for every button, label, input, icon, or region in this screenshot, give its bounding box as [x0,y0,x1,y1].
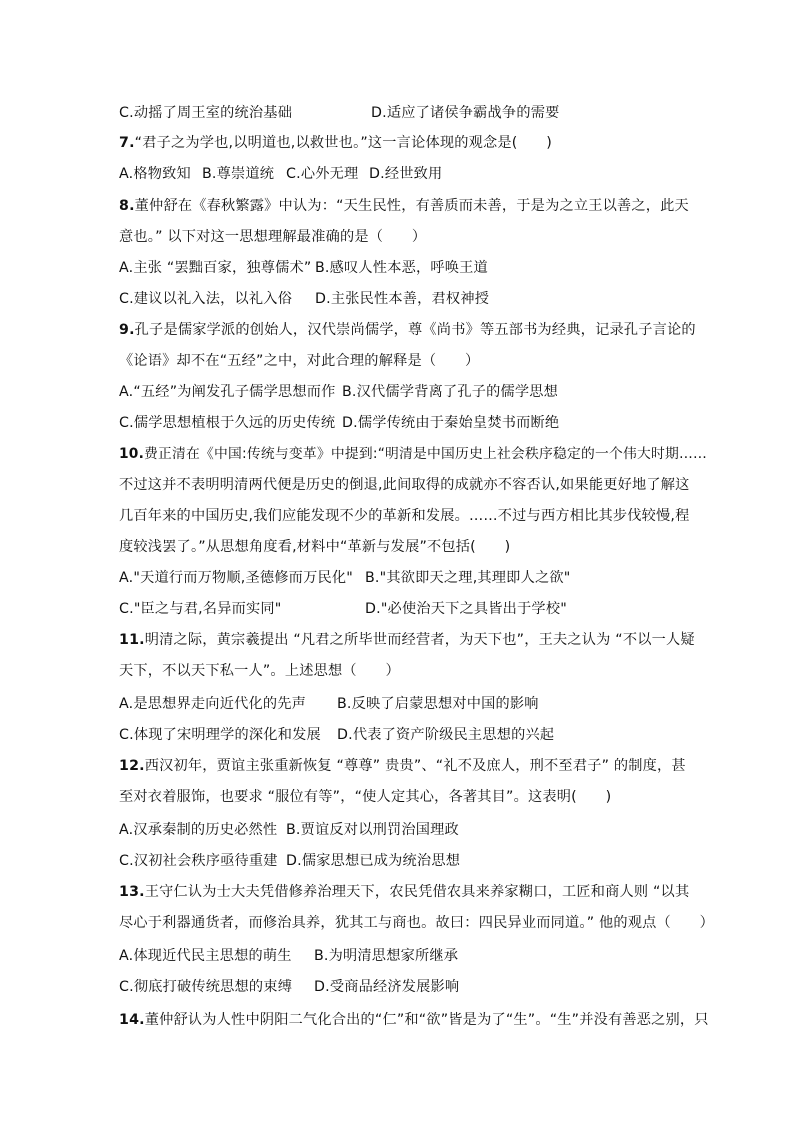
question-number: 11. [119,632,145,648]
q12-option-d: D.儒家思想已成为统治思想 [286,853,461,869]
question-text: 孔子是儒家学派的创始人，汉代崇尚儒学，尊《尚书》等五部书为经典，记录孔子言论的 [134,322,696,338]
q13-stem-1 [119,882,689,902]
q8-stem-1 [119,196,689,216]
question-number: 7. [119,135,135,151]
q10-stem-2: 不过这并不表明明清两代便是历史的倒退,此间取得的成就亦不容否认,如果能更好地了解这 [119,477,690,493]
question-number: 13. [119,884,145,900]
q13-option-a: A.体现近代民主思想的萌生 [119,948,292,964]
q11-option-d: D.代表了资产阶级民主思想的兴起 [337,727,555,743]
question-number: 9. [119,322,135,338]
q6-option-c: C.动摇了周王室的统治基础 [119,105,293,121]
question-text: 明清之际，黄宗羲提出 “凡君之所毕世而经营者，为天下也”，王夫之认为 “不以一人疑 [144,632,695,648]
q9-stem-2: 《论语》却不在“五经”之中，对此合理的解释是（ ） [119,353,480,369]
q11-stem-2: 天下，不以天下私一人”。上述思想（ ） [119,663,400,679]
question-text: 西汉初年，贾谊主张重新恢复 “尊尊” 贵贵”、“礼不及庶人，刑不至君子” 的制度，甚 [144,758,686,774]
q9-option-a: A.“五经”为阐发孔子儒学思想而作 [119,384,336,400]
q8-option-d: D.主张民性本善，君权神授 [315,291,490,307]
q10-option-d: D."必使治天下之具皆出于学校" [365,601,567,617]
q10-option-b: B."其欲即天之理,其理即人之欲" [365,570,571,586]
q10-stem-3: 几百年来的中国历史,我们应能发现不少的革新和发展。……不过与西方相比其步伐较慢,程 [119,508,690,524]
q12-option-c: C.汉初社会秩序亟待重建 [119,853,278,869]
q10-option-a: A."天道行而万物顺,圣德修而万民化" [119,570,353,586]
q11-option-a: A.是思想界走向近代化的先声 [119,696,307,712]
q9-option-b: B.汉代儒学背离了孔子的儒学思想 [342,384,559,400]
q7-option-c: C.心外无理 [286,166,359,182]
q7-option-b: B.尊崇道统 [202,166,275,182]
q12-option-a: A.汉承秦制的历史必然性 [119,822,278,838]
question-number: 12. [119,758,145,774]
question-number: 14. [119,1012,145,1028]
q8-option-b: B.感叹人性本恶，呼唤王道 [315,260,488,276]
q8-option-a: A.主张 “罢黜百家，独尊儒术” [119,260,312,276]
question-text: “君子之为学也,以明道也,以救世也。”这一言论体现的观念是( ) [134,135,553,151]
q9-option-c: C.儒学思想植根于久远的历史传统 [119,415,336,431]
q8-stem-2: 意也。” 以下对这一思想理解最准确的是（ ） [119,229,427,245]
q13-option-d: D.受商品经济发展影响 [314,979,460,995]
q7-option-d: D.经世致用 [369,166,443,182]
q13-option-b: B.为明清思想家所继承 [314,948,459,964]
q6-option-d: D.适应了诸侯争霸战争的需要 [371,105,560,121]
question-text: 董仲舒在《春秋繁露》中认为：“天生民性，有善质而未善，于是为之立王以善之，此天 [134,198,689,214]
q12-option-b: B.贾谊反对以刑罚治国理政 [286,822,459,838]
question-text: 费正清在《中国:传统与变革》中提到:“明清是中国历史上社会秩序稳定的一个伟大时期…… [144,446,707,462]
q13-option-c: C.彻底打破传统思想的束缚 [119,979,293,995]
q9-option-d: D.儒学传统由于秦始皇焚书而断绝 [342,415,560,431]
q7-stem [119,133,552,153]
question-number: 10. [119,446,145,462]
q9-stem-1 [119,320,696,340]
q11-stem-1 [119,630,695,650]
question-text: 王守仁认为士大夫凭借修养治理天下，农民凭借农具来养家糊口，工匠和商人则 “以其 [144,884,690,900]
q10-stem-1 [119,444,707,464]
question-text: 董仲舒认为人性中阴阳二气化合出的“仁”和“欲”皆是为了“生”。“生”并没有善恶之别，只 [144,1012,709,1028]
q11-option-c: C.体现了宋明理学的深化和发展 [119,727,321,743]
q10-option-c: C."臣之与君,名异而实同" [119,601,282,617]
q8-option-c: C.建议以礼入法，以礼入俗 [119,291,293,307]
q10-stem-4: 度较浅罢了。”从思想角度看,材料中“革新与发展”不包括( ) [119,539,511,555]
q7-option-a: A.格物致知 [119,166,191,182]
q12-stem-2: 至对衣着服饰，也要求 “服位有等”，“使人定其心，各著其目”。这表明( ) [119,789,612,805]
q11-option-b: B.反映了启蒙思想对中国的影响 [337,696,539,712]
q12-stem-1 [119,756,686,776]
question-number: 8. [119,198,135,214]
q13-stem-2: 尽心于利器通货者，而修治具养，犹其工与商也。故曰：四民异业而同道。” 他的观点（ ） [119,915,715,931]
q14-stem-1 [119,1010,709,1030]
